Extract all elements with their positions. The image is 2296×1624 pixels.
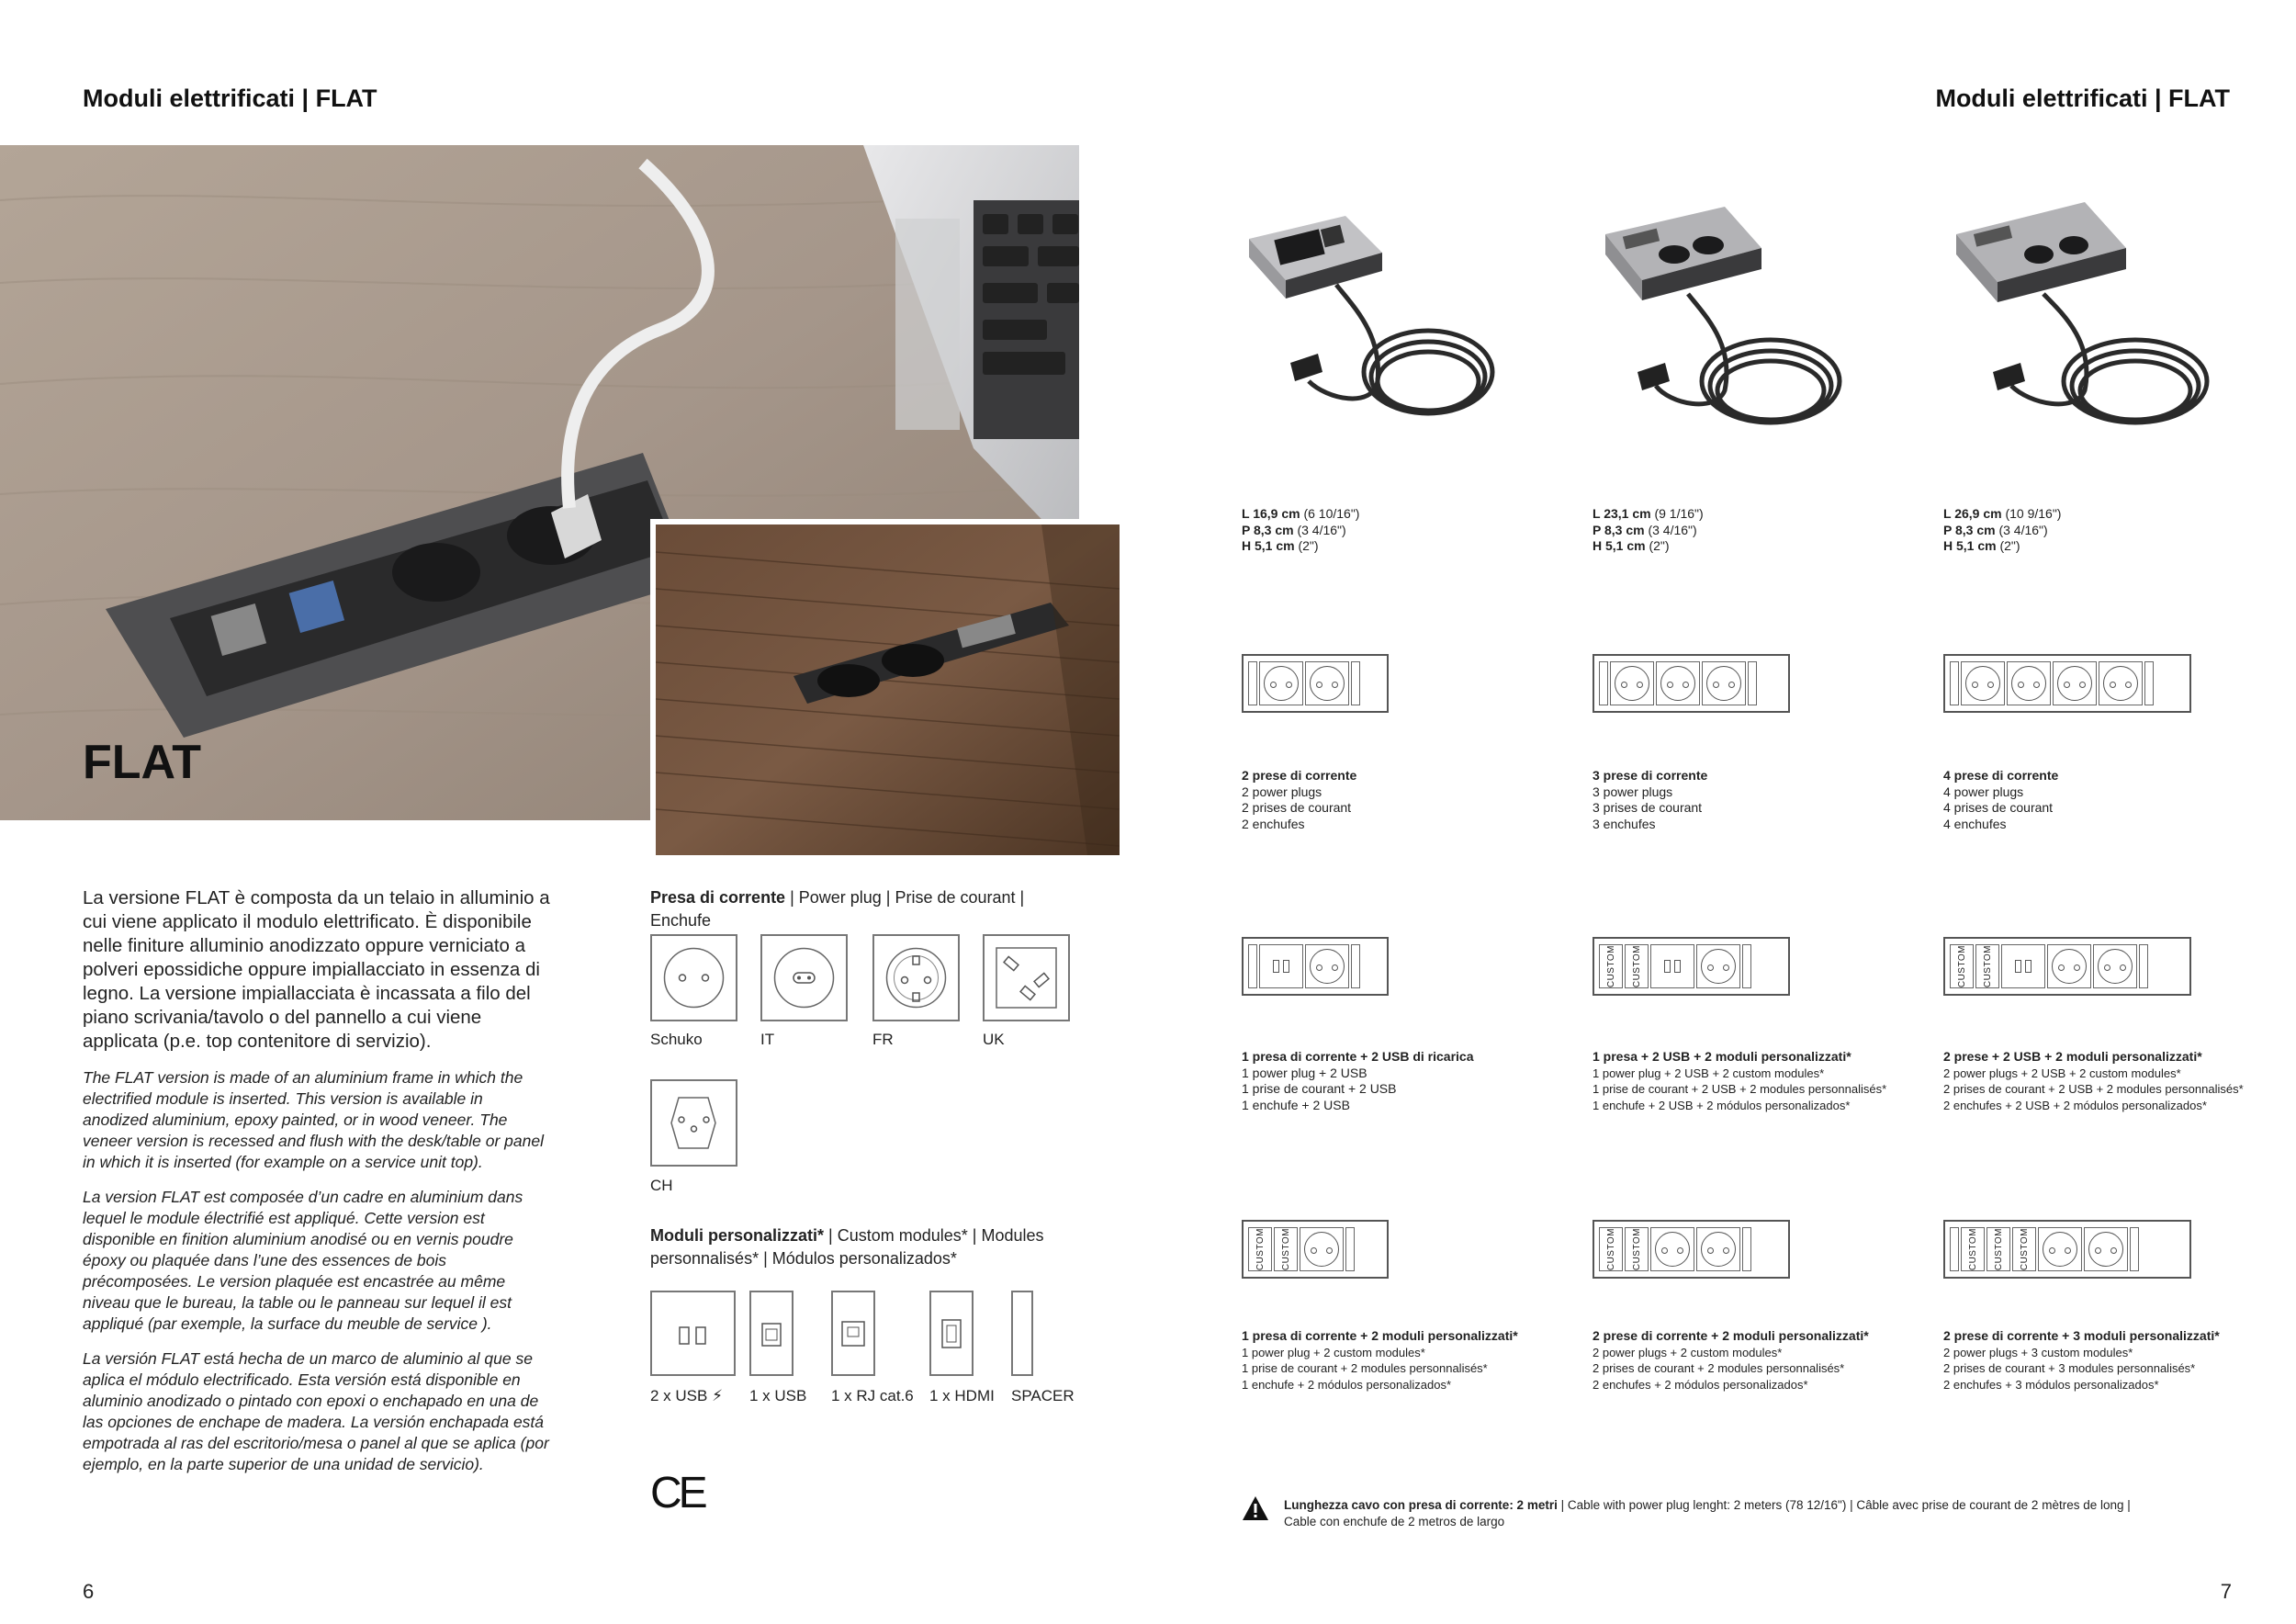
spacer-module-icon: [1011, 1291, 1033, 1376]
config-line: 1 enchufe + 2 módulos personalizados*: [1242, 1377, 1452, 1392]
strip-endcap: [1950, 1227, 1959, 1271]
config-1-3-caption: [1943, 768, 2274, 832]
p3-length-in: (10 9/16"): [2005, 506, 2062, 521]
custom-label: CUSTOM: [1956, 944, 1967, 988]
strip-endcap: [1248, 661, 1257, 705]
usb-cell: [1650, 944, 1694, 988]
usb-cell: [1259, 944, 1303, 988]
config-line: 3 power plugs: [1593, 784, 1673, 799]
usb-port-icon: [1283, 960, 1289, 973]
custom-section-title: [650, 1224, 1082, 1270]
note-line2: Cable con enchufe de 2 metros de largo: [1284, 1514, 1505, 1528]
intro-italian: La versione FLAT è composta da un telaio in alluminio a cui viene applicato il modulo elettrificato. È disponibile nelle finiture alluminio anodizzato oppure verniciato a polveri epossidiche oppure impiallacciato in essenza di legno. La versione impiallacciata è incassata a filo del piano scrivania/tavolo o del pannello a cui viene applicata (p.e. top contenitore di servizio).: [83, 887, 550, 1052]
strip-endcap: [1345, 1227, 1355, 1271]
socket-icon: [1655, 1232, 1690, 1267]
custom-label: CUSTOM: [1605, 1227, 1616, 1271]
custom-label-2usb: [650, 1387, 723, 1405]
p2-height-in: (2"): [1649, 538, 1670, 553]
socket-cell: [1259, 661, 1303, 705]
config-line: 4 power plugs: [1943, 784, 2024, 799]
socket-cell: [1305, 661, 1349, 705]
usb-2x-module-icon: [650, 1291, 736, 1376]
p3-depth-in: (3 4/16"): [1998, 522, 2048, 537]
config-title: 2 prese + 2 USB + 2 moduli personalizzati*: [1943, 1049, 2202, 1064]
custom-label-rj: 1 x RJ cat.6: [831, 1387, 914, 1404]
strip-endcap: [2144, 661, 2154, 705]
custom-label: CUSTOM: [1631, 944, 1642, 988]
custom-label: CUSTOM: [1255, 1227, 1266, 1271]
strip-endcap: [1351, 661, 1360, 705]
socket-cell: [1656, 661, 1700, 705]
product-image-medium: [1587, 197, 1863, 445]
p2-height: H 5,1 cm: [1593, 538, 1646, 553]
p3-height-in: (2"): [1999, 538, 2020, 553]
uk-socket-icon: [983, 934, 1070, 1021]
config-line: 1 enchufe + 2 USB + 2 módulos personalizados*: [1593, 1098, 1851, 1112]
note-rest: | Cable with power plug lenght: 2 meters (78 12/16") | Câble avec prise de courant de 2 mètres de long |: [1557, 1498, 2131, 1512]
socket-icon: [1304, 1232, 1339, 1267]
custom-label: CUSTOM: [1993, 1227, 2004, 1271]
ce-mark-logo: CE: [650, 1469, 704, 1517]
socket-icon: [2057, 666, 2092, 701]
config-1-2-caption: [1593, 768, 1923, 832]
socket-icon: [1660, 666, 1695, 701]
inset-photo: [650, 519, 1125, 861]
socket-cell: [1305, 944, 1349, 988]
config-line: 2 power plugs + 3 custom modules*: [1943, 1345, 2133, 1359]
socket-icon: [2011, 666, 2046, 701]
socket-cell: [1696, 944, 1740, 988]
config-line: 1 prise de courant + 2 modules personnalisés*: [1242, 1361, 1488, 1375]
custom-cell: [1625, 944, 1649, 988]
product-2-dimensions: [1593, 506, 1704, 555]
config-line: 2 power plugs + 2 custom modules*: [1593, 1345, 1783, 1359]
usb-port-icon: [2015, 960, 2021, 973]
p1-depth: P 8,3 cm: [1242, 522, 1294, 537]
socket-cell: [2047, 944, 2091, 988]
product-3-dimensions: [1943, 506, 2061, 555]
config-title: 2 prese di corrente + 3 moduli personalizzati*: [1943, 1328, 2220, 1343]
custom-cell: [1986, 1227, 2010, 1271]
config-line: 3 enchufes: [1593, 816, 1656, 831]
config-2-3-caption: [1943, 1049, 2292, 1113]
socket-cell: [2099, 661, 2143, 705]
p2-depth-in: (3 4/16"): [1648, 522, 1697, 537]
hdmi-module-icon: [929, 1291, 974, 1376]
socket-icon: [1706, 666, 1741, 701]
config-line: 1 enchufe + 2 USB: [1242, 1097, 1350, 1112]
custom-label: CUSTOM: [1280, 1227, 1291, 1271]
strip-1-socket-2-usb-2-custom: [1593, 937, 1790, 996]
config-line: 4 enchufes: [1943, 816, 2007, 831]
config-line: 2 power plugs + 2 USB + 2 custom modules*: [1943, 1066, 2181, 1080]
plugs-title-rest: | Power plug | Prise de courant | Enchufe: [650, 888, 1025, 930]
socket-icon: [2043, 1232, 2077, 1267]
p1-length: L 16,9 cm: [1242, 506, 1300, 521]
config-title: 1 presa di corrente + 2 moduli personalizzati*: [1242, 1328, 1518, 1343]
config-title: 1 presa di corrente + 2 USB di ricarica: [1242, 1049, 1474, 1064]
p3-height: H 5,1 cm: [1943, 538, 1997, 553]
strip-2-socket-2-usb-2-custom: [1943, 937, 2191, 996]
custom-label: CUSTOM: [2019, 1227, 2030, 1271]
page-number-left: 6: [83, 1580, 95, 1603]
config-2-1-caption: [1242, 1049, 1581, 1113]
plug-label-fr: FR: [872, 1031, 894, 1048]
config-2-2-caption: [1593, 1049, 1937, 1113]
strip-endcap: [1950, 661, 1959, 705]
strip-endcap: [1742, 1227, 1751, 1271]
socket-cell: [1650, 1227, 1694, 1271]
usb-port-icon: [1664, 960, 1671, 973]
strip-endcap: [2130, 1227, 2139, 1271]
strip-1-socket-2-custom: [1242, 1220, 1389, 1279]
fr-socket-icon: [872, 934, 960, 1021]
note-bold: Lunghezza cavo con presa di corrente: 2 metri: [1284, 1498, 1558, 1512]
strip-3-sockets: [1593, 654, 1790, 713]
plugs-title-bold: Presa di corrente: [650, 888, 786, 907]
strip-1-socket-2-usb: [1242, 937, 1389, 996]
socket-icon: [1310, 666, 1345, 701]
socket-icon: [1615, 666, 1649, 701]
intro-text-block: [83, 886, 551, 1475]
socket-icon: [2088, 1232, 2123, 1267]
p1-height: H 5,1 cm: [1242, 538, 1295, 553]
custom-label-1usb: 1 x USB: [749, 1387, 807, 1404]
socket-icon: [1701, 949, 1736, 984]
socket-icon: [2103, 666, 2138, 701]
custom-title-bold: Moduli personalizzati*: [650, 1226, 825, 1245]
strip-endcap: [1351, 944, 1360, 988]
config-1-1-caption: [1242, 768, 1572, 832]
socket-cell: [2093, 944, 2137, 988]
strip-endcap: [1248, 944, 1257, 988]
socket-icon: [1965, 666, 2000, 701]
socket-icon: [2052, 949, 2087, 984]
config-line: 2 prises de courant + 3 modules personnalisés*: [1943, 1361, 2196, 1375]
product-image-large: [1938, 197, 2232, 445]
p2-length-in: (9 1/16"): [1654, 506, 1704, 521]
page-number-right: 7: [2220, 1580, 2232, 1603]
p1-depth-in: (3 4/16"): [1297, 522, 1346, 537]
p2-depth: P 8,3 cm: [1593, 522, 1645, 537]
socket-cell: [1702, 661, 1746, 705]
socket-icon: [1310, 949, 1345, 984]
usb-1x-module-icon: [749, 1291, 793, 1376]
usb-port-icon: [2025, 960, 2032, 973]
custom-title-rest: | Custom modules* | Modules personnalisés* | Módulos personalizados*: [650, 1226, 1044, 1268]
config-3-2-caption: [1593, 1328, 1937, 1393]
usb-port-icon: [1674, 960, 1681, 973]
usb-cell: [2001, 944, 2045, 988]
config-title: 1 presa + 2 USB + 2 moduli personalizzati*: [1593, 1049, 1851, 1064]
ch-socket-icon: [650, 1079, 737, 1167]
config-title: 3 prese di corrente: [1593, 768, 1708, 783]
cable-length-note: [1284, 1497, 2221, 1529]
config-3-1-caption: [1242, 1328, 1581, 1393]
socket-cell: [1961, 661, 2005, 705]
config-line: 2 enchufes + 2 módulos personalizados*: [1593, 1377, 1808, 1392]
config-title: 4 prese di corrente: [1943, 768, 2059, 783]
hero-title: FLAT: [83, 736, 201, 789]
config-line: 2 enchufes + 3 módulos personalizados*: [1943, 1377, 2159, 1392]
page-title-left: Moduli elettrificati | FLAT: [83, 85, 377, 112]
p2-length: L 23,1 cm: [1593, 506, 1651, 521]
socket-cell: [1610, 661, 1654, 705]
schuko-socket-icon: [650, 934, 737, 1021]
warning-icon: [1242, 1495, 1269, 1521]
custom-cell: [1248, 1227, 1272, 1271]
config-line: 2 prises de courant + 2 USB + 2 modules personnalisés*: [1943, 1082, 2244, 1096]
strip-endcap: [1748, 661, 1757, 705]
custom-label: CUSTOM: [1967, 1227, 1978, 1271]
strip-2-socket-3-custom: [1943, 1220, 2191, 1279]
config-line: 2 power plugs: [1242, 784, 1322, 799]
custom-cell: [1950, 944, 1974, 988]
intro-french: La version FLAT est composée d’un cadre en aluminium dans lequel le module électrifié est appliqué. Cette version est disponible en finition aluminium anodisé ou en vernis poudre époxy ou plaquée dans l’une des essences de bois précomposées. Le version plaquée est encastrée au même niveau que le bureau, la table ou le panneau sur lequel il est appliqué (par exemple, la surface du meuble de service ).: [83, 1188, 523, 1333]
config-line: 2 enchufes: [1242, 816, 1305, 831]
intro-spanish: La versión FLAT está hecha de un marco de aluminio al que se aplica el módulo electrificado. Esta versión está disponible en aluminio anodizado o pintado con epoxi o enchapado en una de las opciones de enchape de madera. La versión enchapada está empotrada al ras del escritorio/mesa o panel al que se aplica (por ejemplo, en la parte superior de una unidad de servicio).: [83, 1349, 549, 1473]
strip-endcap: [2139, 944, 2148, 988]
socket-icon: [2098, 949, 2133, 984]
config-line: 1 power plug + 2 custom modules*: [1242, 1345, 1425, 1359]
socket-cell: [2038, 1227, 2082, 1271]
custom-cell: [1599, 1227, 1623, 1271]
plug-label-it: IT: [760, 1031, 775, 1048]
config-line: 4 prises de courant: [1943, 800, 2054, 815]
custom-label-spacer: SPACER: [1011, 1387, 1075, 1404]
custom-cell: [1975, 944, 1999, 988]
config-3-3-caption: [1943, 1328, 2292, 1393]
plug-label-schuko: Schuko: [650, 1031, 703, 1048]
socket-cell: [1300, 1227, 1344, 1271]
strip-2-sockets: [1242, 654, 1389, 713]
socket-cell: [2084, 1227, 2128, 1271]
config-line: 2 enchufes + 2 USB + 2 módulos personalizados*: [1943, 1098, 2207, 1112]
custom-label-hdmi: 1 x HDMI: [929, 1387, 995, 1404]
socket-icon: [1701, 1232, 1736, 1267]
socket-cell: [2053, 661, 2097, 705]
p1-height-in: (2"): [1298, 538, 1319, 553]
plug-label-ch: CH: [650, 1177, 673, 1194]
config-line: 2 prises de courant: [1242, 800, 1352, 815]
p1-length-in: (6 10/16"): [1303, 506, 1360, 521]
intro-english: The FLAT version is made of an aluminium frame in which the electrified module is inserted. This version is available in anodized aluminium, epoxy painted, or in wood veneer. The veneer version is recessed and flush with the desk/table or panel in which it is inserted (for example on a service unit top).: [83, 1068, 544, 1171]
custom-cell: [1961, 1227, 1985, 1271]
socket-cell: [1696, 1227, 1740, 1271]
custom-label: CUSTOM: [1605, 944, 1616, 988]
custom-label: CUSTOM: [1982, 944, 1993, 988]
config-title: 2 prese di corrente + 2 moduli personalizzati*: [1593, 1328, 1869, 1343]
custom-cell: [1625, 1227, 1649, 1271]
p3-depth: P 8,3 cm: [1943, 522, 1996, 537]
plugs-section-title: [650, 886, 1082, 932]
config-title: 2 prese di corrente: [1242, 768, 1357, 783]
product-image-small: [1235, 197, 1511, 445]
custom-cell: [2012, 1227, 2036, 1271]
usb-port-icon: [1273, 960, 1279, 973]
strip-2-socket-2-custom: [1593, 1220, 1790, 1279]
custom-label-2usb-text: 2 x USB: [650, 1387, 708, 1404]
socket-cell: [2007, 661, 2051, 705]
bolt-icon: ⚡: [712, 1387, 724, 1404]
strip-endcap: [1742, 944, 1751, 988]
config-line: 1 power plug + 2 USB + 2 custom modules*: [1593, 1066, 1825, 1080]
custom-cell: [1599, 944, 1623, 988]
custom-cell: [1274, 1227, 1298, 1271]
config-line: 2 prises de courant + 2 modules personnalisés*: [1593, 1361, 1845, 1375]
strip-endcap: [1599, 661, 1608, 705]
config-line: 1 prise de courant + 2 USB + 2 modules personnalisés*: [1593, 1082, 1887, 1096]
rj-module-icon: [831, 1291, 875, 1376]
it-socket-icon: [760, 934, 848, 1021]
custom-label: CUSTOM: [1631, 1227, 1642, 1271]
config-line: 1 prise de courant + 2 USB: [1242, 1081, 1397, 1096]
plug-label-uk: UK: [983, 1031, 1005, 1048]
product-1-dimensions: [1242, 506, 1359, 555]
socket-icon: [1264, 666, 1299, 701]
p3-length: L 26,9 cm: [1943, 506, 2002, 521]
config-line: 3 prises de courant: [1593, 800, 1703, 815]
strip-4-sockets: [1943, 654, 2191, 713]
page-title-right: Moduli elettrificati | FLAT: [1935, 85, 2230, 112]
config-line: 1 power plug + 2 USB: [1242, 1065, 1367, 1080]
